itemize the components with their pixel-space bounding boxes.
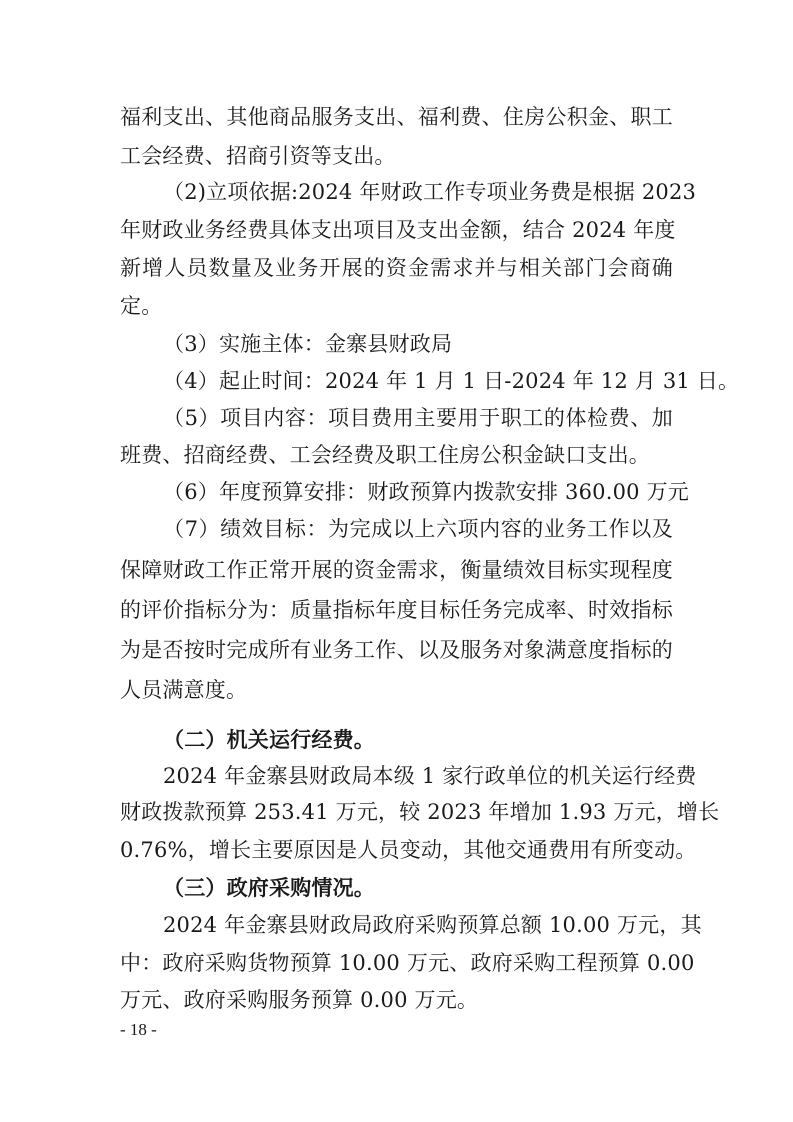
body-line: 保障财政工作正常开展的资金需求，衡量绩效目标实现程度 xyxy=(120,558,673,582)
body-line: （6）年度预算安排：财政预算内拨款安排 360.00 万元 xyxy=(163,480,689,504)
section-heading: （三）政府采购情况。 xyxy=(163,876,375,900)
body-line: 人员满意度。 xyxy=(120,678,248,702)
section-heading: （二）机关运行经费。 xyxy=(163,728,375,752)
body-line: 2024 年金寨县财政局政府采购预算总额 10.00 万元，其 xyxy=(163,913,702,937)
body-line: 年财政业务经费具体支出项目及支出金额，结合 2024 年度 xyxy=(120,218,676,242)
page-number: - 18 - xyxy=(120,1020,157,1039)
body-line: （2)立项依据:2024 年财政工作专项业务费是根据 2023 xyxy=(163,180,697,204)
body-line: 新增人员数量及业务开展的资金需求并与相关部门会商确 xyxy=(120,256,673,280)
body-line: （3）实施主体：金寨县财政局 xyxy=(163,332,453,356)
body-line: （7）绩效目标：为完成以上六项内容的业务工作以及 xyxy=(163,517,673,541)
body-line: 工会经费、招商引资等支出。 xyxy=(120,144,396,168)
body-line: 定。 xyxy=(120,294,163,318)
body-line: 班费、招商经费、工会经费及职工住房公积金缺口支出。 xyxy=(120,443,650,467)
body-line: 0.76%，增长主要原因是人员变动，其他交通费用有所变动。 xyxy=(120,838,697,862)
body-line: 的评价指标分为：质量指标年度目标任务完成率、时效指标 xyxy=(120,598,673,622)
body-line: 福利支出、其他商品服务支出、福利费、住房公积金、职工 xyxy=(120,105,673,129)
body-line: 中：政府采购货物预算 10.00 万元、政府采购工程预算 0.00 xyxy=(120,951,695,975)
body-line: （5）项目内容：项目费用主要用于职工的体检费、加 xyxy=(163,406,673,430)
body-line: 财政拨款预算 253.41 万元，较 2023 年增加 1.93 万元，增长 xyxy=(120,800,720,824)
body-line: （4）起止时间：2024 年 1 月 1 日-2024 年 12 月 31 日。 xyxy=(163,369,740,393)
body-line: 为是否按时完成所有业务工作、以及服务对象满意度指标的 xyxy=(120,638,673,662)
body-line: 万元、政府采购服务预算 0.00 万元。 xyxy=(120,988,479,1012)
body-line: 2024 年金寨县财政局本级 1 家行政单位的机关运行经费 xyxy=(163,764,697,788)
